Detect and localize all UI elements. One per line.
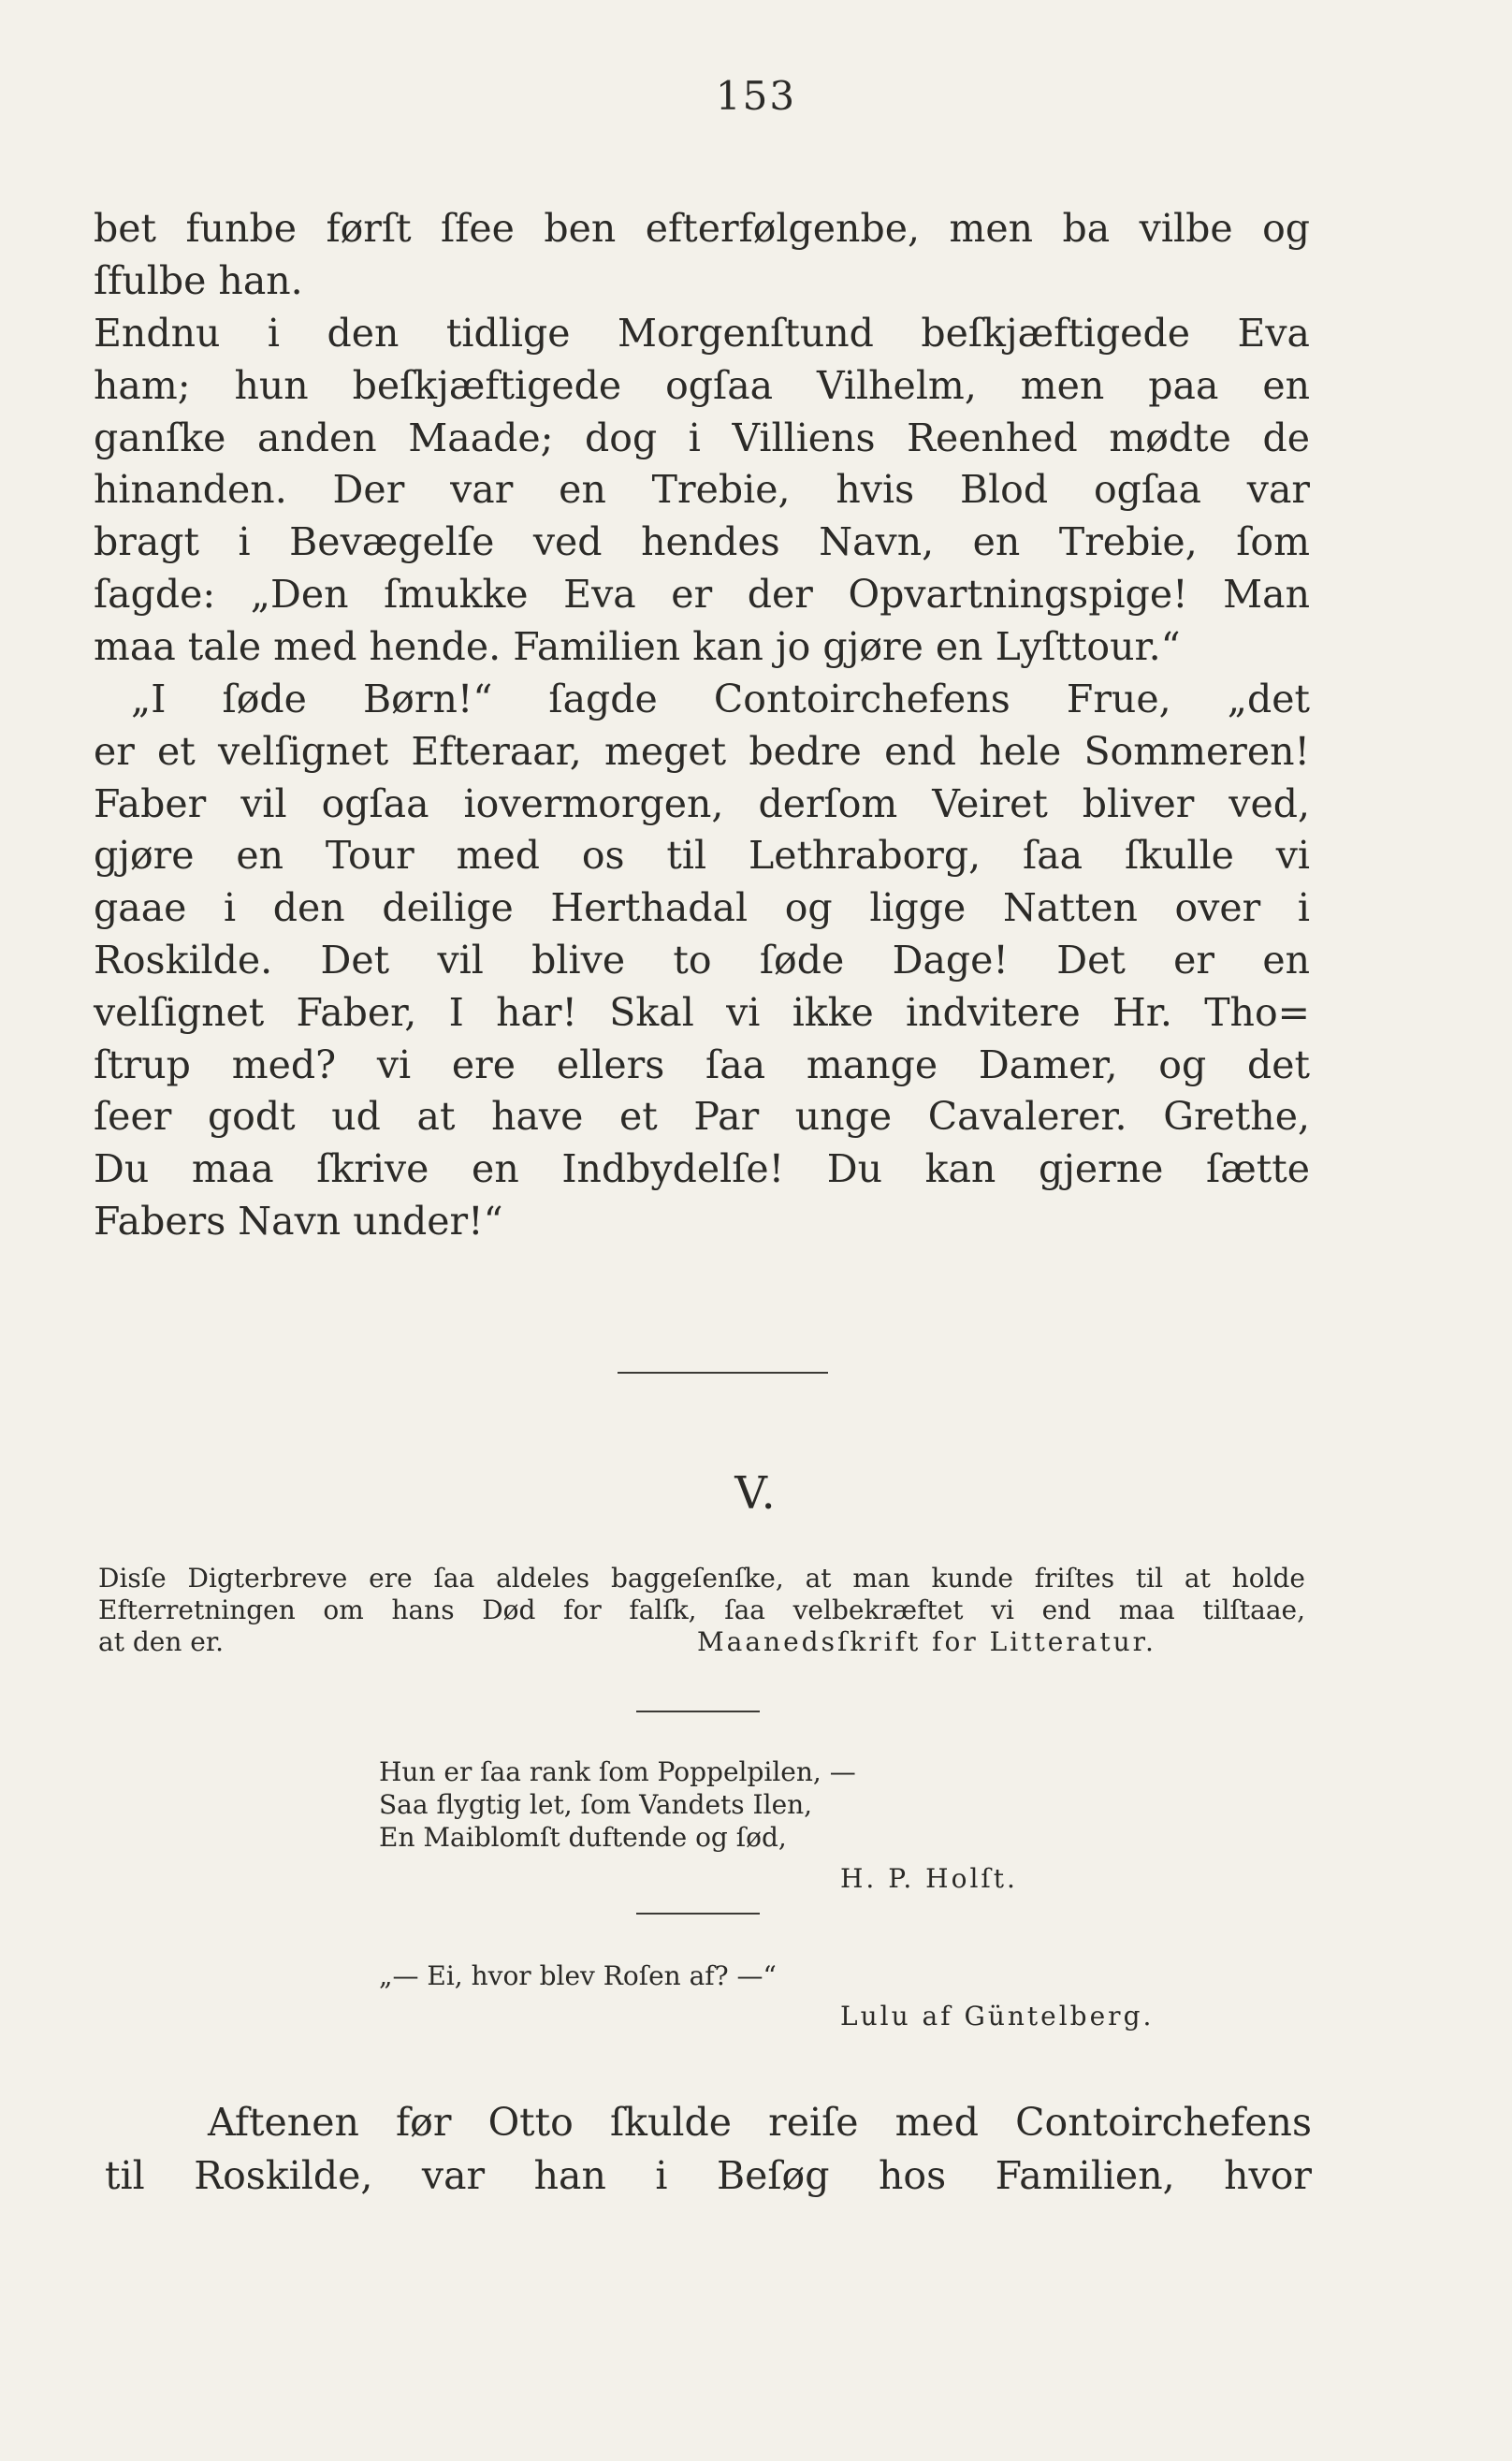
text-line: ſagde: „Den ſmukke Eva er der Opvartningspige! Man xyxy=(94,571,1310,617)
poem-author: H. P. Holſt. xyxy=(840,1863,1018,1894)
text-line: velſignet Faber, I har! Skal vi ikke indvitere Hr. Tho= xyxy=(94,989,1310,1035)
text-line: Du maa ſkrive en Indbydelſe! Du kan gjerne ſætte xyxy=(94,1146,1310,1192)
text-line: Roskilde. Det vil blive to ſøde Dage! Det er en xyxy=(94,937,1310,983)
page-number: 153 xyxy=(715,73,797,119)
text-line: maa tale med hende. Familien kan jo gjøre en Lyſttour.“ xyxy=(94,623,1181,669)
text-line: „I ſøde Børn!“ ſagde Contoirchefens Frue, „det xyxy=(131,677,1310,721)
motto-text: at den er. xyxy=(98,1626,225,1657)
quote-author: Lulu af Güntelberg. xyxy=(840,2001,1155,2031)
text-line: Aftenen før Otto ſkulde reiſe med Contoirchefens xyxy=(208,2100,1312,2145)
chapter-number: V. xyxy=(734,1467,778,1520)
text-line: ham; hun beſkjæftigede ogſaa Vilhelm, men paa en xyxy=(94,362,1310,408)
section-divider xyxy=(618,1372,828,1374)
text-line: bragt i Bevægelſe ved hendes Navn, en Trebie, ſom xyxy=(94,519,1310,565)
text-line: Endnu i den tidlige Morgenſtund beſkjæftigede Eva xyxy=(94,311,1310,356)
poem-line: En Maiblomſt duftende og ſød, xyxy=(379,1822,787,1853)
motto-last-line xyxy=(98,1626,1305,1658)
text-line: gjøre en Tour med os til Lethraborg, ſaa ſkulle vi xyxy=(94,833,1310,879)
text-line: ſtrup med? vi ere ellers ſaa mange Damer, og det xyxy=(94,1041,1310,1087)
motto-divider xyxy=(636,1711,760,1712)
text-line: ganſke anden Maade; dog i Villiens Reenhed mødte de xyxy=(94,415,1310,460)
text-line: til Roskilde, var han i Beſøg hos Familien, hvor xyxy=(105,2153,1312,2198)
motto-source: Maanedsſkrift for Litteratur. xyxy=(697,1626,1156,1657)
motto-line: Disſe Digterbreve ere ſaa aldeles baggeſenſke, at man kunde friſtes til at holde xyxy=(98,1563,1305,1594)
text-line: bet funbe førſt ſfee ben efterfølgenbe, men ba vilbe og xyxy=(94,206,1310,251)
motto-line: Efterretningen om hans Død for falſk, ſaa velbekræftet vi end maa tilſtaae, xyxy=(98,1595,1305,1625)
poem-epigraph xyxy=(379,1755,856,1854)
motto xyxy=(98,1563,1305,1626)
closing-paragraph xyxy=(105,2096,1312,2203)
epigraph-divider xyxy=(636,1913,760,1915)
quote-epigraph: „— Ei, hvor blev Roſen af? —“ xyxy=(379,1960,777,1991)
poem-line: Saa flygtig let, ſom Vandets Ilen, xyxy=(379,1789,813,1820)
text-line: hinanden. Der var en Trebie, hvis Blod ogſaa var xyxy=(94,467,1310,513)
text-line: er et velſignet Efteraar, meget bedre end hele Sommeren! xyxy=(94,728,1310,774)
paragraph-1 xyxy=(94,203,1310,308)
poem-line: Hun er ſaa rank ſom Poppelpilen, — xyxy=(379,1756,856,1787)
text-line: gaae i den deilige Herthadal og ligge Natten over i xyxy=(94,885,1310,931)
text-line: Fabers Navn under!“ xyxy=(94,1198,503,1244)
text-line: Faber vil ogſaa iovermorgen, derſom Veiret bliver ved, xyxy=(94,780,1310,826)
paragraph-2 xyxy=(94,308,1310,674)
text-line: ſeer godt ud at have et Par unge Cavalerer. Grethe, xyxy=(94,1094,1310,1140)
text-line: ſfulbe han. xyxy=(94,257,303,303)
paragraph-3 xyxy=(94,674,1310,1248)
